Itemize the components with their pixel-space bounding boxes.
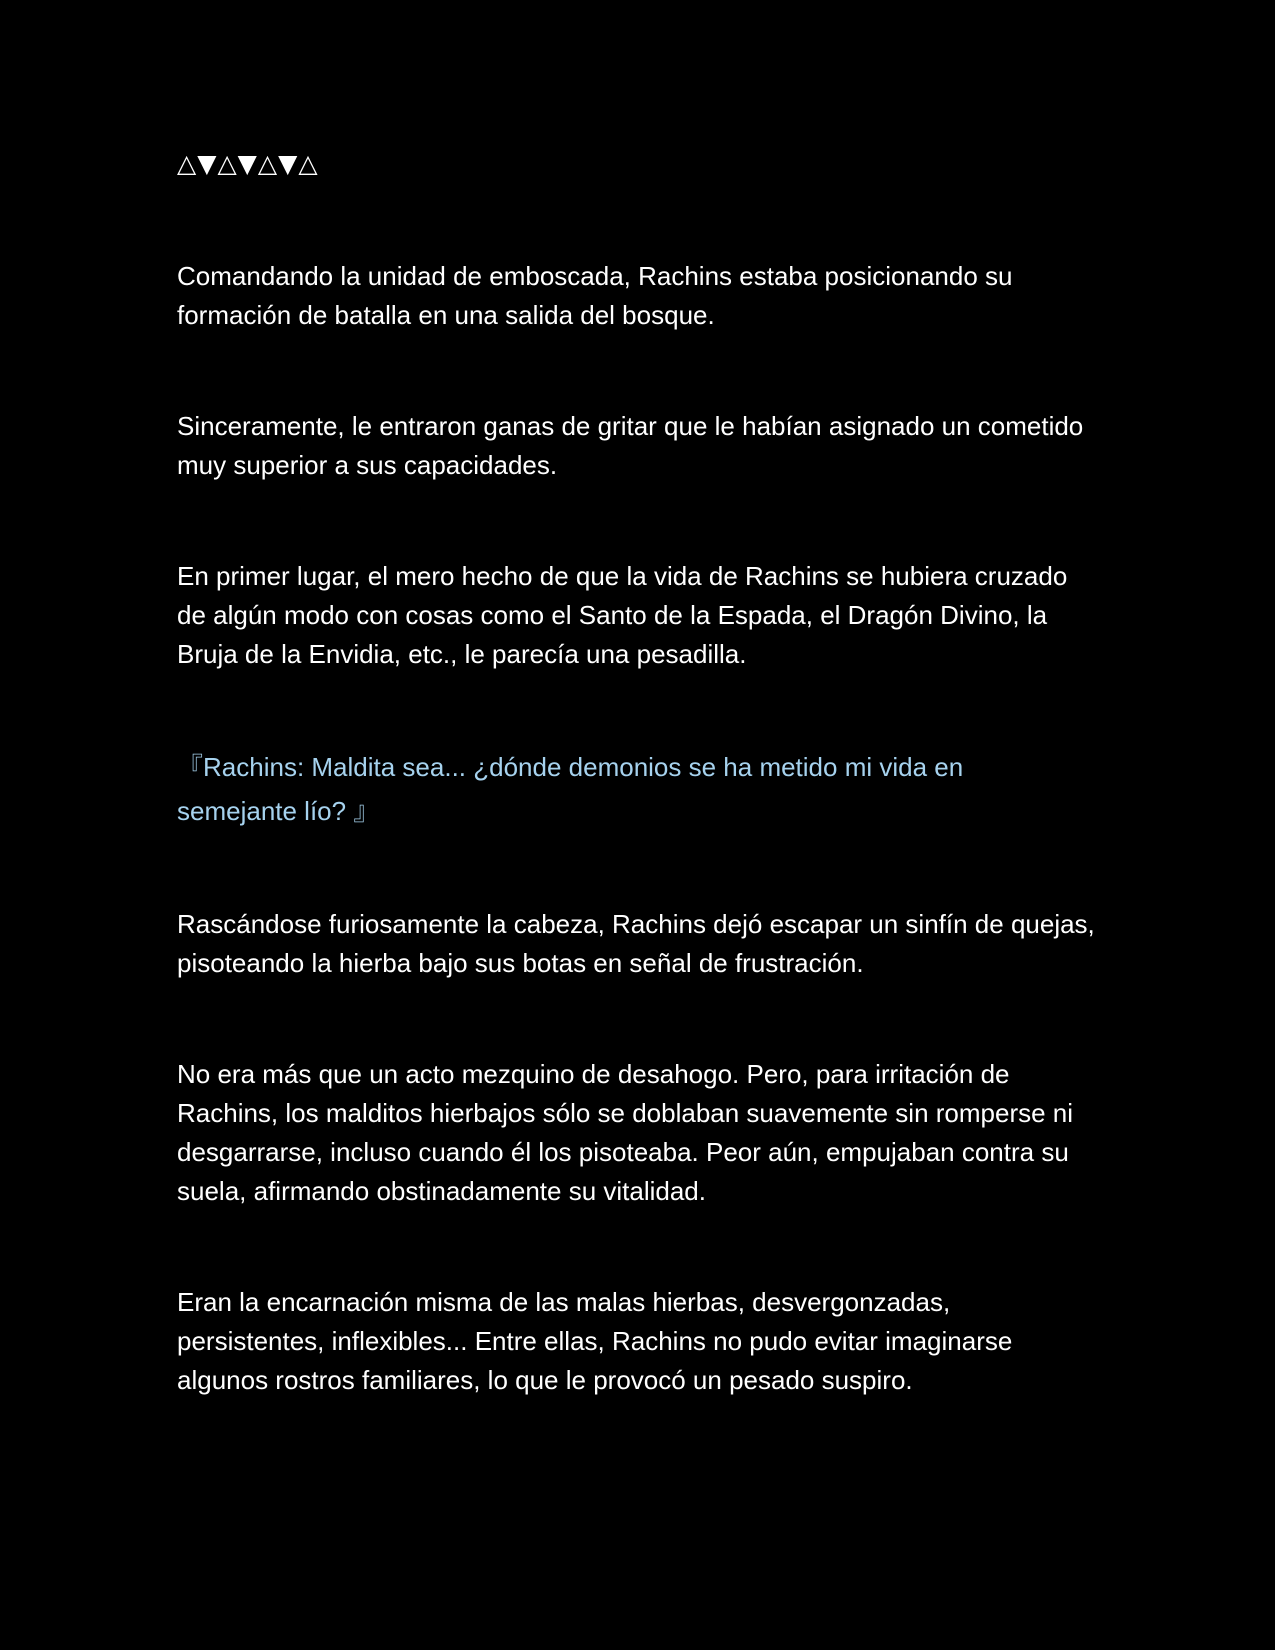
dialogue-line: [177, 746, 1077, 834]
paragraph-2: Sinceramente, le entraron ganas de gritar que le habían asignado un cometido muy superior a sus capacidades.: [177, 411, 1084, 480]
document-page: [177, 0, 1097, 1650]
paragraph-5: Rascándose furiosamente la cabeza, Rachins dejó escapar un sinfín de quejas, pisoteando la hierba bajo sus botas en señal de frustración.: [177, 909, 1095, 978]
paragraph-1: Comandando la unidad de emboscada, Rachins estaba posicionando su formación de batalla en una salida del bosque.: [177, 261, 1013, 330]
paragraph-7: Eran la encarnación misma de las malas hierbas, desvergonzadas, persistentes, inflexibles... Entre ellas, Rachins no pudo evitar imaginarse algunos rostros familiares, lo que le provocó un pesado suspiro.: [177, 1287, 1013, 1395]
paragraph-3: En primer lugar, el mero hecho de que la vida de Rachins se hubiera cruzado de algún modo con cosas como el Santo de la Espada, el Dragón Divino, la Bruja de la Envidia, etc., le parecía una pesadilla.: [177, 561, 1068, 669]
dialogue-open-bracket: 『: [177, 753, 204, 783]
dialogue-text: Rachins: Maldita sea... ¿dónde demonios se ha metido mi vida en semejante lío?: [177, 752, 964, 826]
dialogue-close-bracket: 』: [353, 797, 380, 827]
paragraph-6: No era más que un acto mezquino de desahogo. Pero, para irritación de Rachins, los malditos hierbajos sólo se doblaban suavemente sin romperse ni desgarrarse, incluso cuando él los pisoteaba. Peor aún, empujaban contra su suela, afirmando obstinadamente su vitalidad.: [177, 1059, 1074, 1206]
scene-separator: △▼△▼△▼△: [177, 149, 319, 178]
